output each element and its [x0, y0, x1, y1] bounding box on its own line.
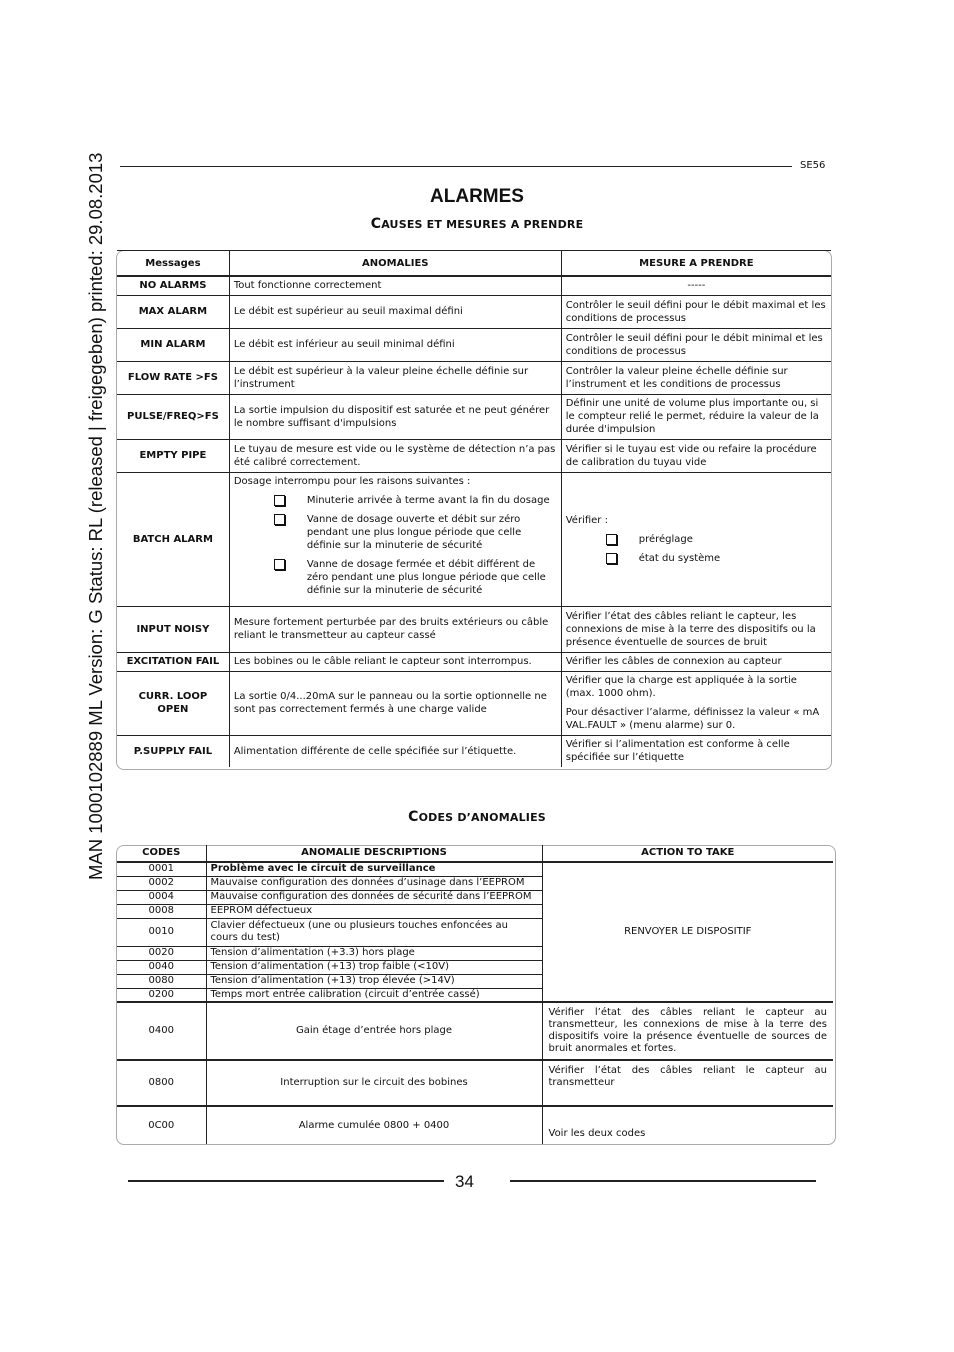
error-code: 0008 — [117, 904, 206, 918]
error-description: Temps mort entrée calibration (circuit d’entrée cassé) — [206, 988, 542, 1002]
column-header: ANOMALIES — [229, 251, 561, 277]
error-action: Vérifier l’état des câbles reliant le capteur au transmetteur, les connexions de mise à la terre des dispositifs voire la présence éventuelle de sources de bruit anormales et fortes. — [542, 1002, 833, 1060]
alarm-anomaly — [229, 472, 561, 606]
error-code: 0080 — [117, 974, 206, 988]
alarm-action: Vérifier l’état des câbles reliant le capteur, les connexions de mise à la terre des dispositifs ou la présence éventuelle de sources de bruit — [561, 606, 831, 652]
table-row — [117, 295, 831, 328]
alarm-message: MIN ALARM — [117, 328, 229, 361]
error-description: Tension d’alimentation (+13) trop élevée (>14V) — [206, 974, 542, 988]
error-code: 0020 — [117, 946, 206, 960]
error-code: 0400 — [117, 1002, 206, 1060]
list-item — [274, 494, 557, 507]
error-description: Interruption sur le circuit des bobines — [206, 1060, 542, 1106]
error-action: Vérifier l’état des câbles reliant le capteur au transmetteur — [542, 1060, 833, 1106]
codes-table — [117, 845, 833, 1144]
alarm-message-line: OPEN — [157, 704, 189, 715]
column-header: ANOMALIE DESCRIPTIONS — [206, 845, 542, 862]
alarm-action: Vérifier si le tuyau est vide ou refaire la procédure de calibration du tuyau vide — [561, 439, 831, 472]
table-row — [117, 606, 831, 652]
alarm-action: Vérifier les câbles de connexion au capteur — [561, 652, 831, 671]
table-row — [117, 652, 831, 671]
checkbox-icon — [274, 495, 285, 506]
column-header: ACTION TO TAKE — [542, 845, 833, 862]
alarm-anomaly: Mesure fortement perturbée par des bruits extérieurs ou câble reliant le transmetteur au capteur cassé — [229, 606, 561, 652]
alarm-table — [117, 250, 831, 767]
error-code: 0004 — [117, 890, 206, 904]
alarm-anomaly: Alimentation différente de celle spécifiée sur l’étiquette. — [229, 735, 561, 767]
alarm-action — [561, 472, 831, 606]
table-header-row — [117, 251, 831, 277]
error-description: Tension d’alimentation (+13) trop faible (<10V) — [206, 960, 542, 974]
error-description: Mauvaise configuration des données d’usinage dans l’EEPROM — [206, 876, 542, 890]
alarm-message: INPUT NOISY — [117, 606, 229, 652]
error-action: RENVOYER LE DISPOSITIF — [542, 862, 833, 1002]
action-line: Vérifier que la charge est appliquée à la sortie (max. 1000 ohm). — [565, 675, 797, 699]
alarm-action: ----- — [561, 276, 831, 295]
bullet-text: Vanne de dosage fermée et débit différent de zéro pendant une plus longue période que celle définie sur la minuterie de sécurité — [306, 558, 546, 596]
error-code: 0010 — [117, 918, 206, 946]
table-row — [117, 1106, 833, 1144]
error-code: 0040 — [117, 960, 206, 974]
list-item — [274, 513, 557, 552]
error-description: Mauvaise configuration des données de sécurité dans l’EEPROM — [206, 890, 542, 904]
alarm-anomaly: Le débit est supérieur au seuil maximal défini — [229, 295, 561, 328]
error-description: Gain étage d’entrée hors plage — [206, 1002, 542, 1060]
checkbox-icon — [606, 534, 617, 545]
footer-rule-right — [510, 1180, 816, 1182]
alarm-anomaly: La sortie 0/4...20mA sur le panneau ou la sortie optionnelle ne sont pas correctement fermés à une charge valide — [229, 671, 561, 735]
alarm-message-line: CURR. LOOP — [138, 691, 208, 702]
checkbox-icon — [274, 559, 285, 570]
alarm-message: EXCITATION FAIL — [117, 652, 229, 671]
table-row — [117, 671, 831, 735]
list-item — [274, 558, 557, 597]
table-row — [117, 1002, 833, 1060]
error-description: Tension d’alimentation (+3.3) hors plage — [206, 946, 542, 960]
alarm-message: FLOW RATE >FS — [117, 361, 229, 394]
table-row — [117, 1060, 833, 1106]
error-code: 0001 — [117, 862, 206, 876]
table-header-row — [117, 845, 833, 862]
table-row — [117, 735, 831, 767]
checkbox-icon — [606, 553, 617, 564]
error-action: Voir les deux codes — [542, 1106, 833, 1144]
error-code: 0200 — [117, 988, 206, 1002]
alarm-message: NO ALARMS — [117, 276, 229, 295]
column-header: Messages — [117, 251, 229, 277]
verify-label: Vérifier : — [565, 514, 608, 526]
alarm-message: P.SUPPLY FAIL — [117, 735, 229, 767]
alarm-message: EMPTY PIPE — [117, 439, 229, 472]
action-line: Pour désactiver l’alarme, définissez la valeur « mA VAL.FAULT » (menu alarme) sur 0. — [565, 707, 820, 731]
error-description: Alarme cumulée 0800 + 0400 — [206, 1106, 542, 1144]
section-title-codes: CODES D’ANOMALIES — [408, 809, 546, 825]
list-item — [606, 533, 827, 546]
batch-intro: Dosage interrompu pour les raisons suivantes : — [233, 475, 471, 487]
alarm-message: BATCH ALARM — [117, 472, 229, 606]
check-text: préréglage — [638, 533, 693, 545]
alarm-message: PULSE/FREQ>FS — [117, 394, 229, 439]
checkbox-icon — [274, 514, 285, 525]
error-description: EEPROM défectueux — [206, 904, 542, 918]
footer-rule-left — [128, 1180, 444, 1182]
alarm-anomaly: La sortie impulsion du dispositif est saturée et ne peut générer le nombre suffisant d'impulsions — [229, 394, 561, 439]
table-row — [117, 439, 831, 472]
alarm-action: Contrôler le seuil défini pour le débit maximal et les conditions de processus — [561, 295, 831, 328]
document-status-sidebar: MAN 1000102889 ML Version: G Status: RL (released | freigegeben) printed: 29.08.2013 — [85, 152, 106, 880]
alarm-anomaly: Les bobines ou le câble reliant le capteur sont interrompus. — [229, 652, 561, 671]
table-row — [117, 276, 831, 295]
alarm-message — [117, 671, 229, 735]
bullet-text: Minuterie arrivée à terme avant la fin du dosage — [306, 494, 550, 506]
error-description: Clavier défectueux (une ou plusieurs touches enfoncées au cours du test) — [206, 918, 542, 946]
error-description: Problème avec le circuit de surveillance — [206, 862, 542, 876]
table-row-batch — [117, 472, 831, 606]
table-row — [117, 328, 831, 361]
column-header: MESURE A PRENDRE — [561, 251, 831, 277]
error-code: 0800 — [117, 1060, 206, 1106]
bullet-text: Vanne de dosage ouverte et débit sur zéro pendant une plus longue période que celle définie sur la minuterie de sécurité — [306, 513, 522, 551]
table-row — [117, 394, 831, 439]
section-title-causes: CAUSES ET MESURES A PRENDRE — [370, 216, 584, 232]
alarm-anomaly: Tout fonctionne correctement — [229, 276, 561, 295]
alarm-anomaly: Le tuyau de mesure est vide ou le système de détection n’a pas été calibré correctement. — [229, 439, 561, 472]
alarm-action: Contrôler le seuil défini pour le débit minimal et les conditions de processus — [561, 328, 831, 361]
column-header: CODES — [117, 845, 206, 862]
check-text: état du système — [638, 552, 721, 564]
alarm-action: Contrôler la valeur pleine échelle définie sur l’instrument et les conditions de processus — [561, 361, 831, 394]
table-row — [117, 361, 831, 394]
alarm-action: Définir une unité de volume plus importante ou, si le compteur relié le permet, réduire la valeur de la durée d'impulsion — [561, 394, 831, 439]
error-code: 0C00 — [117, 1106, 206, 1144]
page-number: 34 — [455, 1172, 474, 1191]
document-code: SE56 — [800, 160, 826, 171]
alarm-anomaly: Le débit est supérieur à la valeur pleine échelle définie sur l’instrument — [229, 361, 561, 394]
list-item — [606, 552, 827, 565]
alarm-action: Vérifier si l’alimentation est conforme à celle spécifiée sur l’étiquette — [561, 735, 831, 767]
header-rule — [120, 166, 792, 167]
error-code: 0002 — [117, 876, 206, 890]
alarm-message: MAX ALARM — [117, 295, 229, 328]
page-title: ALARMES — [430, 186, 524, 207]
table-row — [117, 862, 833, 876]
alarm-anomaly: Le débit est inférieur au seuil minimal défini — [229, 328, 561, 361]
alarm-action — [561, 671, 831, 735]
